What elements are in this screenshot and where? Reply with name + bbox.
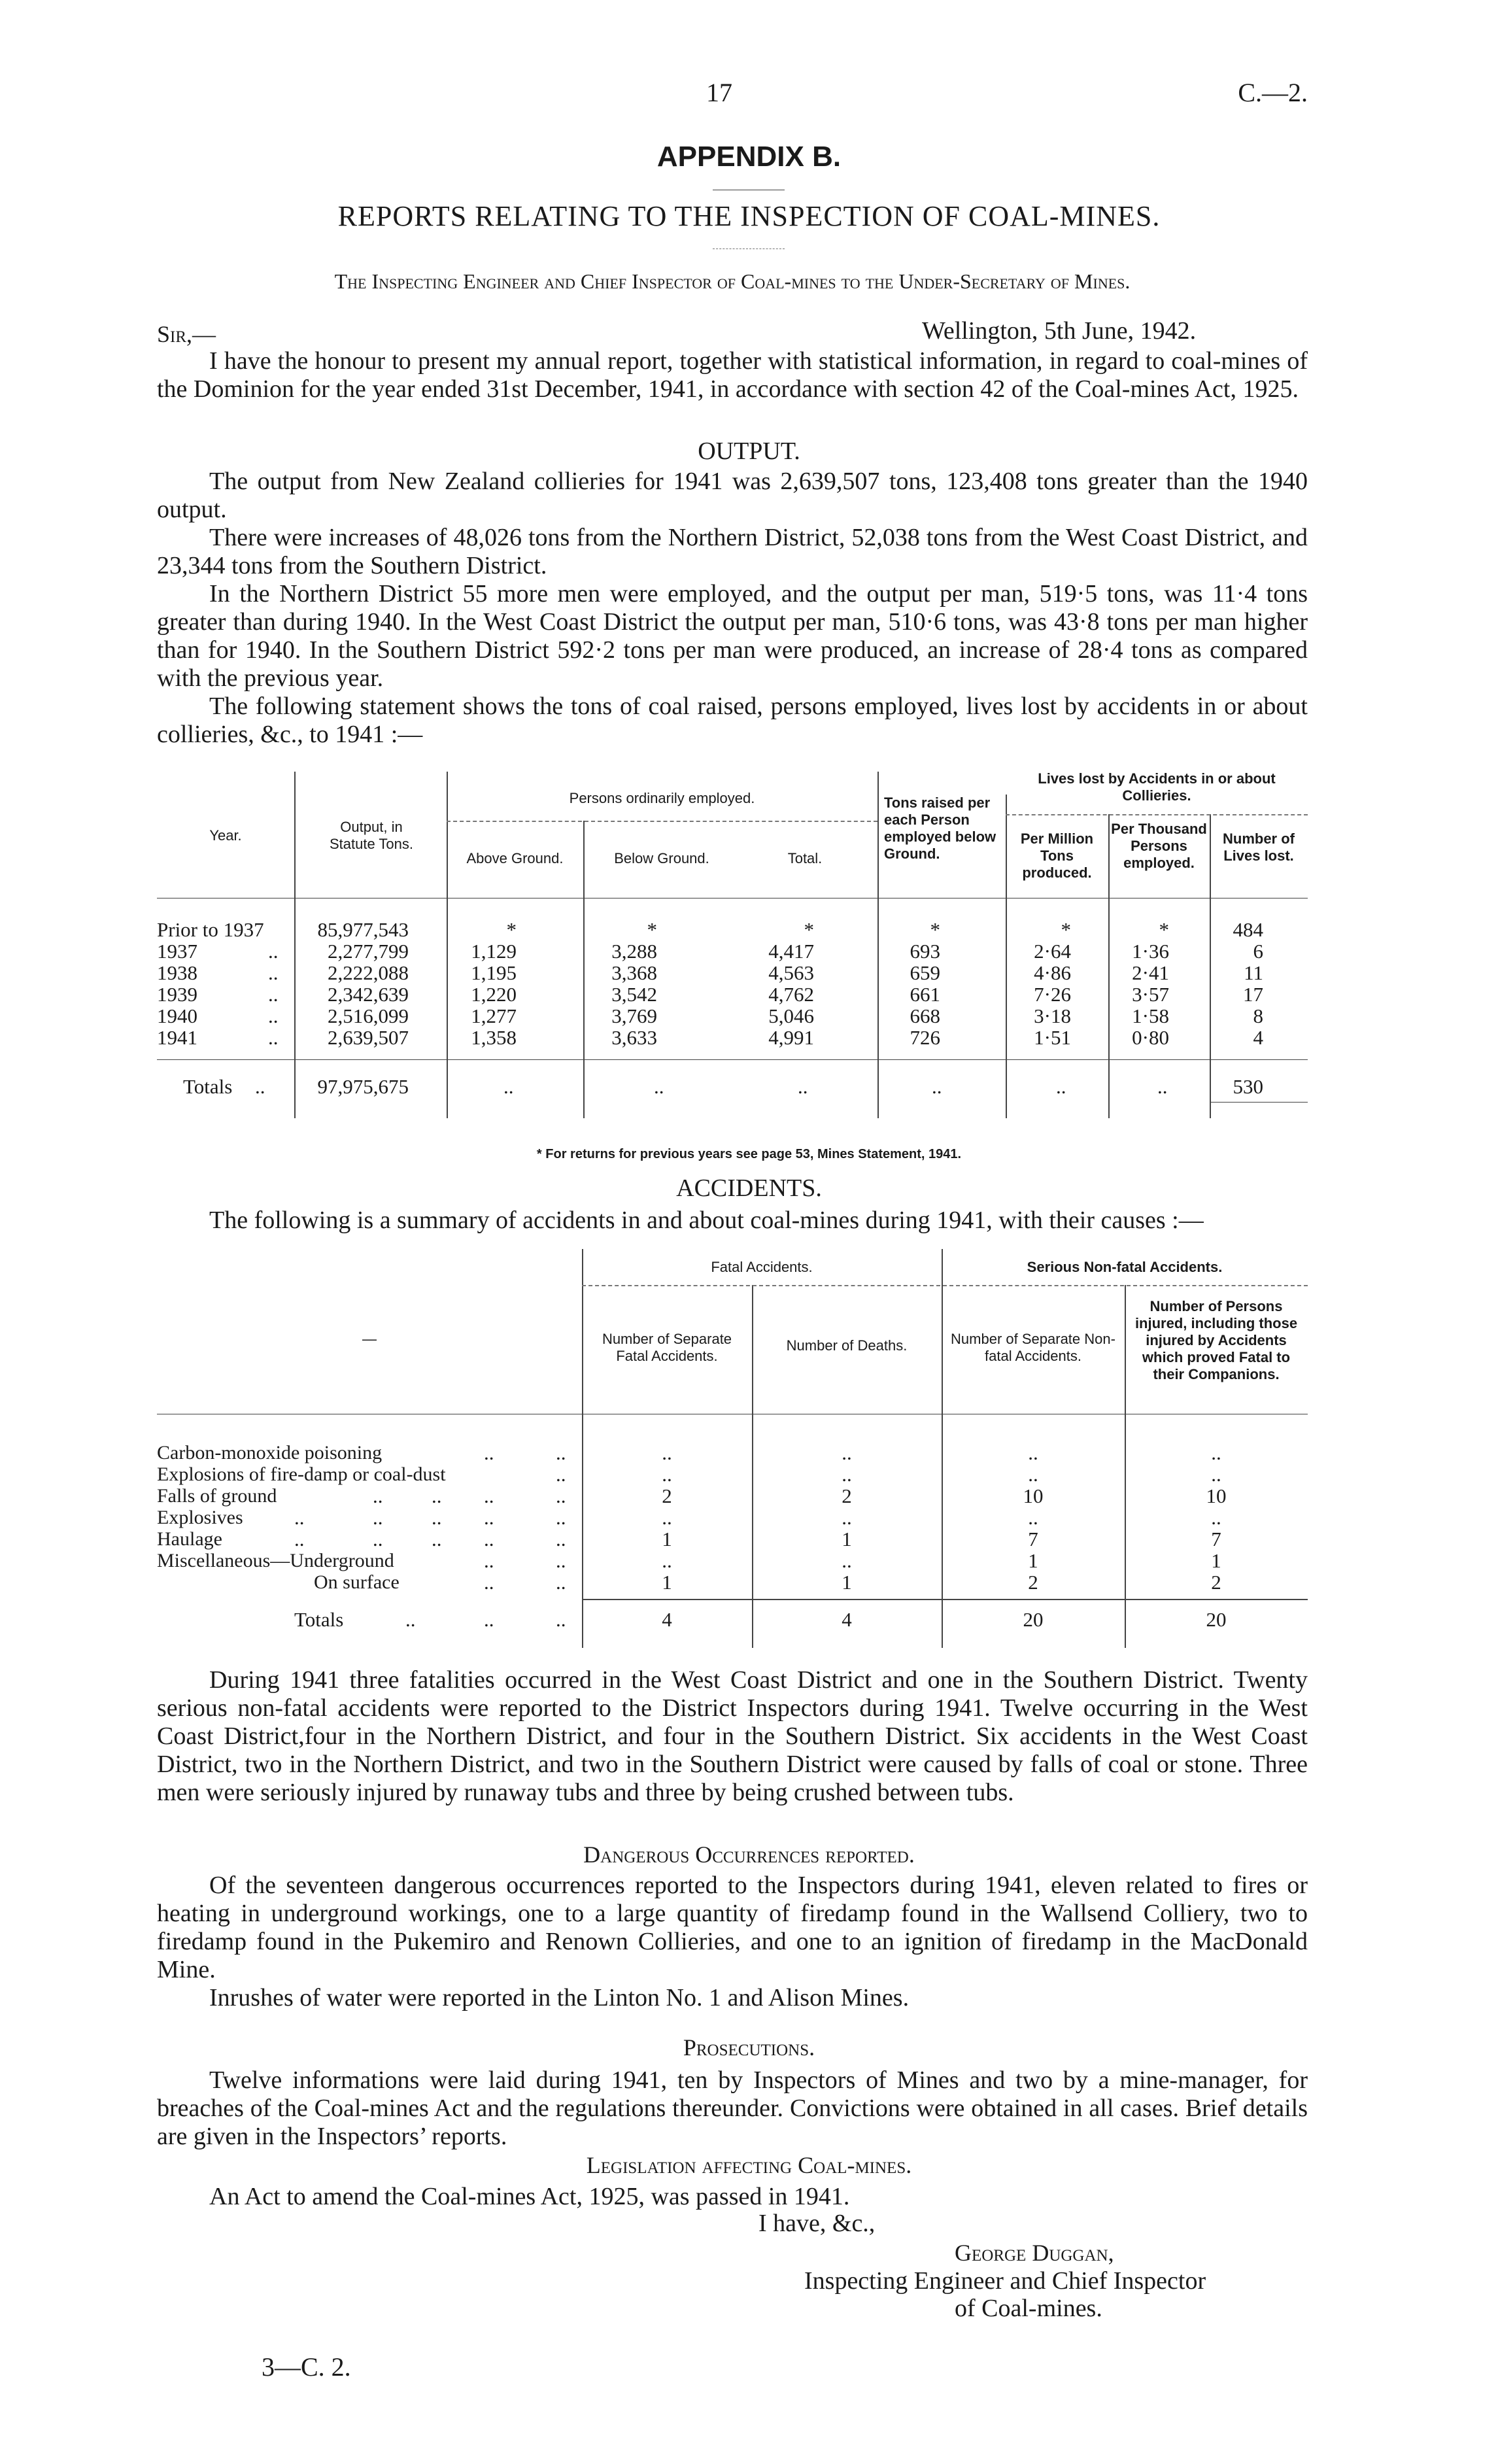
totals-lives: 530	[1233, 1075, 1263, 1098]
cell-deaths: 1	[842, 1528, 852, 1550]
cell-below: 3,288	[611, 940, 657, 963]
cell-year: 1937	[157, 940, 197, 963]
cell-deaths: ..	[842, 1441, 852, 1464]
cell-injured: ..	[1211, 1506, 1221, 1529]
cell-tons-per: 659	[910, 961, 940, 984]
section-heading-legislation: Legislation affecting Coal-mines.	[586, 2152, 912, 2178]
cell-leader: ..	[373, 1528, 383, 1550]
cell-above: 1,358	[471, 1026, 517, 1049]
cell-tons-per: 668	[910, 1004, 940, 1027]
cell-per-thousand: *	[1159, 918, 1169, 941]
sheet-reference: 3—C. 2.	[262, 2352, 351, 2382]
col-header-serious-group: Serious Non-fatal Accidents.	[1027, 1259, 1223, 1275]
cell-total: 4,991	[768, 1026, 814, 1049]
output-table	[157, 759, 1308, 1138]
output-paragraph: The output from New Zealand collieries for 1941 was 2,639,507 tons, 123,408 tons greater than the 1940 output.	[157, 468, 1308, 523]
totals-fatal: 4	[662, 1608, 672, 1631]
table-body	[157, 1442, 1308, 1599]
col-header-per-million: Per Million Tons produced.	[1020, 830, 1094, 881]
cell-per-thousand: 1·36	[1132, 940, 1169, 963]
table-row	[157, 1027, 1308, 1048]
cell-cause: Carbon-monoxide poisoning	[157, 1442, 383, 1463]
table-row	[157, 1550, 1308, 1571]
cell-per-thousand: 1·58	[1132, 1004, 1169, 1027]
cell-year: Prior to 1937	[157, 918, 264, 941]
col-header-fatal-group: Fatal Accidents.	[711, 1259, 813, 1275]
col-header-stub: —	[362, 1331, 377, 1347]
cell-leader: ..	[932, 1075, 942, 1098]
signature-title: Inspecting Engineer and Chief Inspector	[804, 2267, 1206, 2295]
cell-leader: ..	[556, 1608, 566, 1631]
cell-per-thousand: 3·57	[1132, 983, 1169, 1006]
cell-leader: ..	[405, 1608, 416, 1631]
cell-year: 1941	[157, 1026, 197, 1049]
cell-below: 3,368	[611, 961, 657, 984]
cell-output: 2,342,639	[328, 983, 409, 1006]
cell-cause: Miscellaneous—Underground	[157, 1550, 394, 1571]
cell-fatal: ..	[662, 1463, 672, 1486]
cell-cause: Haulage	[157, 1528, 222, 1550]
signature-title: of Coal-mines.	[955, 2295, 1102, 2322]
page-number: 17	[706, 78, 732, 107]
table-row	[157, 1005, 1308, 1027]
section-heading-accidents: ACCIDENTS.	[676, 1174, 822, 1202]
intro-paragraph: I have the honour to present my annual report, together with statistical information, in regard to coal-mines of the Dominion for the year ended 31st December, 1941, in accordance with section 42 of the Coal-mines Act, 1925.	[157, 347, 1308, 403]
cell-nonfatal: 7	[1028, 1528, 1038, 1550]
cell-nonfatal: ..	[1028, 1463, 1038, 1486]
cell-leader: ..	[556, 1484, 566, 1507]
cell-leader: ..	[373, 1506, 383, 1529]
cell-year: 1939	[157, 983, 197, 1006]
table-row	[157, 919, 1308, 940]
col-header-above: Above Ground.	[466, 850, 564, 866]
output-paragraph: In the Northern District 55 more men were employed, and the output per man, 519·5 tons, was 11·4 tons greater than during 1940. In the West Coast District the output per man, 510·6 tons, was 43·8 tons per man higher than for 1940. In the Southern District 592·2 tons per man were produced, an increase of 28·4 tons as compared with the previous year.	[157, 580, 1308, 692]
signature-closing: I have, &c.,	[758, 2210, 876, 2237]
cell-output: 2,277,799	[328, 940, 409, 963]
cell-tons-per: 726	[910, 1026, 940, 1049]
cell-below: 3,769	[611, 1004, 657, 1027]
col-header-number-lives: Number of Lives lost.	[1223, 830, 1295, 864]
cell-fatal: ..	[662, 1506, 672, 1529]
cell-injured: 7	[1211, 1528, 1221, 1550]
table-footnote: * For returns for previous years see page 53, Mines Statement, 1941.	[536, 1147, 962, 1161]
cell-cause: On surface	[314, 1571, 400, 1593]
cell-lives: 8	[1253, 1004, 1263, 1027]
cell-nonfatal: 10	[1023, 1484, 1044, 1507]
cell-injured: 10	[1206, 1484, 1227, 1507]
cell-total: 4,762	[768, 983, 814, 1006]
cell-leader: ..	[294, 1528, 305, 1550]
cell-year: 1940	[157, 1004, 197, 1027]
table-row	[157, 1571, 1308, 1593]
table-row	[157, 1485, 1308, 1507]
signature-name: George Duggan,	[955, 2240, 1114, 2266]
cell-tons-per: *	[930, 918, 940, 941]
cell-per-million: 7·26	[1034, 983, 1071, 1006]
cell-fatal: ..	[662, 1441, 672, 1464]
cell-leader: ..	[432, 1528, 442, 1550]
cell-tons-per: 693	[910, 940, 940, 963]
col-header-persons-group: Persons ordinarily employed.	[569, 790, 755, 806]
cell-leader: ..	[373, 1484, 383, 1507]
accidents-intro: The following is a summary of accidents in and about coal-mines during 1941, with their causes :—	[209, 1206, 1204, 1234]
cell-leader: ..	[556, 1571, 566, 1594]
cell-total: 4,563	[768, 961, 814, 984]
totals-injured: 20	[1206, 1608, 1227, 1631]
totals-output: 97,975,675	[317, 1075, 409, 1098]
cell-nonfatal: ..	[1028, 1441, 1038, 1464]
cell-per-thousand: 2·41	[1132, 961, 1169, 984]
report-title: REPORTS RELATING TO THE INSPECTION OF COAL-MINES.	[337, 200, 1161, 232]
cell-above: *	[506, 918, 517, 941]
cell-cause: Explosions of fire-damp or coal-dust	[157, 1463, 446, 1485]
col-header-deaths: Number of Deaths.	[786, 1337, 908, 1354]
place-date: Wellington, 5th June, 1942.	[922, 317, 1197, 345]
document-reference: C.—2.	[1238, 78, 1308, 107]
cell-leader: ..	[556, 1506, 566, 1529]
table-row	[157, 1507, 1308, 1528]
legislation-paragraph: An Act to amend the Coal-mines Act, 1925, was passed in 1941.	[209, 2183, 850, 2210]
cell-leader: ..	[268, 1026, 279, 1049]
cell-tons-per: 661	[910, 983, 940, 1006]
col-header-fatal-separate: Number of Separate Fatal Accidents.	[602, 1331, 732, 1364]
cell-lives: 484	[1233, 918, 1263, 941]
cell-leader: ..	[654, 1075, 664, 1098]
cell-nonfatal: 2	[1028, 1571, 1038, 1594]
cell-fatal: 1	[662, 1528, 672, 1550]
cell-leader: ..	[1056, 1075, 1066, 1098]
cell-total: 4,417	[768, 940, 814, 963]
cell-output: 85,977,543	[317, 918, 409, 941]
cell-below: *	[647, 918, 657, 941]
cell-nonfatal: 1	[1028, 1549, 1038, 1572]
cell-leader: ..	[503, 1075, 514, 1098]
section-heading-output: OUTPUT.	[698, 437, 800, 465]
cell-below: 3,633	[611, 1026, 657, 1049]
table-row	[157, 1442, 1308, 1463]
cell-lives: 4	[1253, 1026, 1263, 1049]
divider	[713, 248, 785, 249]
cell-leader: ..	[484, 1528, 494, 1550]
cell-nonfatal: ..	[1028, 1506, 1038, 1529]
cell-output: 2,639,507	[328, 1026, 409, 1049]
cell-leader: ..	[484, 1571, 494, 1594]
cell-leader: ..	[798, 1075, 808, 1098]
cell-deaths: 1	[842, 1571, 852, 1594]
cell-lives: 6	[1253, 940, 1263, 963]
prosecutions-paragraph: Twelve informations were laid during 1941, ten by Inspectors of Mines and two by a mine-manager, for breaches of the Coal-mines Act and the regulations thereunder. Convictions were obtained in all cases. Brief details are given in the Inspectors’ reports.	[157, 2066, 1308, 2150]
col-header-nonfatal-separate: Number of Separate Non-fatal Accidents.	[951, 1331, 1115, 1364]
cell-leader: ..	[268, 961, 279, 984]
cell-cause: Explosives	[157, 1507, 243, 1528]
appendix-heading: APPENDIX B.	[656, 141, 842, 173]
cell-leader: ..	[484, 1441, 494, 1464]
totals-label: Totals	[294, 1608, 344, 1631]
col-header-persons-injured: Number of Persons injured, including those injured by Accidents which proved Fatal to their Companions.	[1134, 1298, 1298, 1382]
cell-leader: ..	[268, 940, 279, 963]
col-header-tons-per-person: Tons raised per each Person employed below Ground.	[884, 795, 996, 862]
output-paragraph: The following statement shows the tons of coal raised, persons employed, lives lost by accidents in or about collieries, &c., to 1941 :—	[157, 693, 1308, 748]
cell-leader: ..	[556, 1549, 566, 1572]
col-header-lives-group: Lives lost by Accidents in or about Collieries.	[1038, 770, 1276, 804]
cell-per-million: *	[1061, 918, 1071, 941]
cell-per-million: 1·51	[1034, 1026, 1071, 1049]
cell-leader: ..	[268, 983, 279, 1006]
cell-total: *	[804, 918, 814, 941]
table-row	[157, 1463, 1308, 1485]
cell-lives: 11	[1244, 961, 1263, 984]
cell-fatal: 2	[662, 1484, 672, 1507]
totals-label: Totals	[183, 1075, 233, 1098]
cell-per-thousand: 0·80	[1132, 1026, 1169, 1049]
cell-leader: ..	[255, 1075, 265, 1098]
col-header-year: Year.	[209, 827, 242, 844]
dangerous-paragraph: Of the seventeen dangerous occurrences reported to the Inspectors during 1941, eleven related to fires or heating in underground workings, one to a large quantity of firedamp found in the Wallsend Colliery, two to firedamp found in the Pukemiro and Renown Collieries, and one to an ignition of firedamp in the MacDonald Mine.	[157, 1872, 1308, 1983]
col-header-below: Below Ground.	[614, 850, 709, 866]
cell-leader: ..	[432, 1484, 442, 1507]
cell-leader: ..	[484, 1484, 494, 1507]
cell-leader: ..	[556, 1441, 566, 1464]
salutation: Sir,—	[157, 321, 216, 347]
table-row	[157, 984, 1308, 1005]
cell-deaths: ..	[842, 1463, 852, 1486]
cell-above: 1,195	[471, 961, 517, 984]
cell-output: 2,222,088	[328, 961, 409, 984]
cell-leader: ..	[556, 1463, 566, 1486]
cell-deaths: ..	[842, 1506, 852, 1529]
accidents-table	[157, 1242, 1308, 1661]
cell-below: 3,542	[611, 983, 657, 1006]
cell-leader: ..	[432, 1506, 442, 1529]
section-heading-prosecutions: Prosecutions.	[683, 2034, 815, 2061]
cell-lives: 17	[1243, 983, 1263, 1006]
cell-above: 1,129	[471, 940, 517, 963]
table-body	[157, 919, 1308, 1056]
addressee: The Inspecting Engineer and Chief Inspector of Coal-mines to the Under-Secretary of Mines.	[334, 269, 1131, 293]
cell-leader: ..	[484, 1608, 494, 1631]
table-row	[157, 1528, 1308, 1550]
totals-row	[157, 1076, 1308, 1097]
accidents-summary-paragraph: During 1941 three fatalities occurred in the West Coast District and one in the Southern District. Twenty serious non-fatal accidents were reported to the District Inspectors during 1941. Twelve occurring in the West Coast District,four in the Northern District, and four in the Southern District. Six accidents in the West Coast District, two in the Northern District, and two in the Southern District were caused by falls of coal or stone. Three men were seriously injured by runaway tubs and three by being crushed between tubs.	[157, 1666, 1308, 1806]
col-header-total: Total.	[787, 850, 823, 866]
cell-leader: ..	[556, 1528, 566, 1550]
cell-fatal: ..	[662, 1549, 672, 1572]
output-paragraph: There were increases of 48,026 tons from the Northern District, 52,038 tons from the West Coast District, and 23,344 tons from the Southern District.	[157, 524, 1308, 579]
cell-leader: ..	[1157, 1075, 1168, 1098]
cell-injured: 2	[1211, 1571, 1221, 1594]
cell-output: 2,516,099	[328, 1004, 409, 1027]
cell-leader: ..	[484, 1549, 494, 1572]
cell-leader: ..	[294, 1506, 305, 1529]
cell-deaths: ..	[842, 1549, 852, 1572]
totals-row	[157, 1609, 1308, 1630]
cell-injured: 1	[1211, 1549, 1221, 1572]
col-header-output: Output, in Statute Tons.	[329, 819, 413, 852]
cell-fatal: 1	[662, 1571, 672, 1594]
cell-above: 1,220	[471, 983, 517, 1006]
cell-above: 1,277	[471, 1004, 517, 1027]
cell-per-million: 4·86	[1034, 961, 1071, 984]
cell-cause: Falls of ground	[157, 1485, 277, 1507]
col-header-per-thousand: Per Thousand Persons employed.	[1111, 821, 1207, 871]
cell-injured: ..	[1211, 1441, 1221, 1464]
cell-per-million: 3·18	[1034, 1004, 1071, 1027]
cell-leader: ..	[268, 1004, 279, 1027]
cell-leader: ..	[484, 1506, 494, 1529]
cell-deaths: 2	[842, 1484, 852, 1507]
section-heading-dangerous: Dangerous Occurrences reported.	[583, 1841, 915, 1868]
table-row	[157, 940, 1308, 962]
cell-per-million: 2·64	[1034, 940, 1071, 963]
dangerous-paragraph: Inrushes of water were reported in the Linton No. 1 and Alison Mines.	[209, 1984, 910, 2011]
cell-year: 1938	[157, 961, 197, 984]
table-row	[157, 962, 1308, 984]
cell-injured: ..	[1211, 1463, 1221, 1486]
cell-total: 5,046	[768, 1004, 814, 1027]
totals-deaths: 4	[842, 1608, 852, 1631]
totals-nonfatal: 20	[1023, 1608, 1044, 1631]
